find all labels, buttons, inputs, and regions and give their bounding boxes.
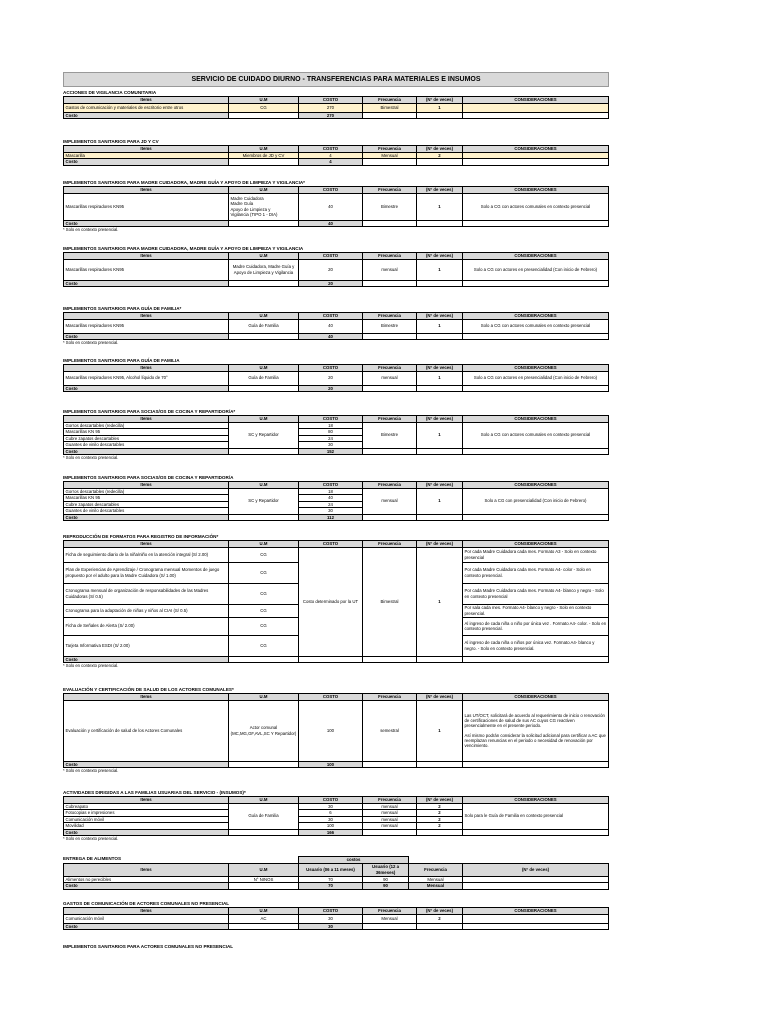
- table-row: Mascarillas respiradores KN95 Madre Cuidadora Madre Guía Apoyo de Limpieza y Vigilancia (TIPO 1 - DIA) 40 Bimestre 1 Solo a CG con actores comunales en contexto presencial: [64, 193, 609, 220]
- section-socias-cocina-presencial: [63, 408, 609, 461]
- table-row: Fotocopias e impresiones 6 mensual 2: [64, 810, 609, 817]
- total-row: Costo 20: [64, 385, 609, 392]
- section-madre-cuidadora-presencial: [63, 179, 609, 233]
- table-row: Alimentos no perecibles N° NINOS 70 90 Mensual: [64, 876, 609, 883]
- spreadsheet-page: [63, 72, 609, 949]
- section-title: IMPLEMENTOS SANITARIOS PARA GUÍA DE FAMILIA*: [63, 306, 182, 311]
- section-evaluacion-salud: [63, 686, 609, 774]
- table-row: Cubre zapatos descartables 24: [64, 435, 609, 442]
- total-row: Costo 270: [64, 112, 609, 119]
- section-title: IMPLEMENTOS SANITARIOS PARA MADRE CUIDADORA, MADRE GUÍA Y APOYO DE LIMPIEZA Y VIGILANCIA: [63, 246, 304, 251]
- section-entrega-alimentos: [63, 855, 609, 890]
- total-row: Costo 70 90 Mensual: [64, 883, 609, 890]
- section-title: REPRODUCCIÓN DE FORMATOS PARA REGISTRO DE INFORMACIÓN*: [63, 534, 219, 539]
- total-row: Costo 40: [64, 220, 609, 227]
- section-table: Items U.M COSTO Frecuencia (N° de veces) CONSIDERACIONES Mascarilla Miembros de JD y CV 4 Mensual 2 Costo 4: [63, 145, 609, 166]
- section-comunicacion-no-presencial: [63, 900, 609, 930]
- section-title: IMPLEMENTOS SANITARIOS PARA JD Y CV: [63, 139, 159, 144]
- footnote: * Solo en contexto presencial.: [63, 768, 119, 773]
- section-vigilancia: [63, 89, 609, 119]
- section-title: IMPLEMENTOS SANITARIOS PARA MADRE CUIDADORA, MADRE GUÍA Y APOYO DE LIMPIEZA Y VIGILANCIA*: [63, 180, 305, 185]
- table-row: Gorros descartables (redecilla) SC y Repartidor 18 mensual 1 Solo a CG con presencialidad (Con inicio de Febrero): [64, 488, 609, 495]
- section-table: Items U.M COSTO Frecuencia (N° de veces) CONSIDERACIONES Mascarillas respiradores KN95 Madre Cuidadora, Madre Guía y Apoyo de Limpieza y Vigilancia 20 mensual 1 Solo a CG con actores en presencialidad (Con inicio de Febrero) Costo 20: [63, 252, 609, 287]
- table-row: Ficha de seguimiento diario de la niña/niño en la atención integral (S/ 2.00) CG Costo determinado por la UT Bimestral 1 Por cada Madre Cuidadora cada mes. Formato A3 - Solo en contexto presencial: [64, 547, 609, 562]
- section-socias-cocina: [63, 474, 609, 521]
- total-row: Costo 152: [64, 448, 609, 455]
- header-cost: COSTO: [299, 97, 363, 104]
- section-title: EVALUACIÓN Y CERTIFICACIÓN DE SALUD DE LOS ACTORES COMUNALES*: [63, 687, 234, 692]
- section-title: IMPLEMENTOS SANITARIOS PARA ACTORES COMUNALES NO PRESENCIAL: [63, 944, 234, 949]
- header-times: (N° de veces): [417, 97, 463, 104]
- section-table: Items U.M COSTO Frecuencia (N° de veces) CONSIDERACIONES Ficha de seguimiento diario de la niña/niño en la atención integral (S/ 2.00) CG Costo determinado por la UT Bimestral 1 Por cada Madre Cuidadora cada mes. Formato A3 - Solo en contexto presencial Plan de Experiencias de Aprendizaje / Cronograma mensual Momentos de juego propuesto por el adulto para la Madre Cuidadora (S/ 1.00) CG Por cada Madre Cuidadora cada mes. Formato A4- color - Solo en contexto presencial. Cronograma mensual de organización de responsabilidades de las Madres Cuidadoras (S/ 0.5) CG Por cada Madre Cuidadora cada mes. Formato A4- blanco y negro - Solo en contexto presencial Cronograma para la adaptación de niñas y niños al CIAI (S/ 0.5) CG Por sala cada mes. Formato A4- blanco y negro - Solo en contexto presencial. Ficha de Señales de Alerta (S/ 2.00) CG Al ingreso de cada niña o niño por única vez . Formato A4- color. - Solo en contexto presencial. Tarjeta Informativa ESDI (S/ 2.00) CG Al ingreso de cada niña o niños por única vez. Formato A4- blanco y negro. - Solo en contexto presencial. Costo: [63, 540, 609, 663]
- section-table: Items U.M COSTO Frecuencia (N° de veces) CONSIDERACIONES Mascarillas respiradores KN95, Alcohol líquido de 70° Guía de Familia 20 mensual 1 Solo a CG con actores en presencialidad (Con inicio de Febrero) Costo 20: [63, 364, 609, 392]
- table-row: Comunicación móvil 30 mensual 2: [64, 816, 609, 823]
- footnote: * Solo en contexto presencial.: [63, 663, 119, 668]
- table-row: Guantes de vinilo descartables 30: [64, 442, 609, 449]
- section-title: IMPLEMENTOS SANITARIOS PARA GUÍA DE FAMILIA: [63, 358, 180, 363]
- header-item: Items: [64, 97, 229, 104]
- total-row: Costo 112: [64, 514, 609, 521]
- table-row: Gorros descartables (redecilla) SC y Repartidor 18 Bimestre 1 Solo a CG con actores comunales en contexto presencial: [64, 422, 609, 429]
- section-table: Items U.M COSTO Frecuencia (N° de veces) CONSIDERACIONES Gorros descartables (redecilla) SC y Repartidor 18 Bimestre 1 Solo a CG con actores comunales en contexto presencial Mascarillas KN 95 80 Cubre zapatos descartables 24 Guantes de vinilo descartables 30 Costo 152: [63, 415, 609, 455]
- page-title: SERVICIO DE CUIDADO DIURNO - TRANSFERENCIAS PARA MATERIALES E INSUMOS: [63, 72, 609, 87]
- table-row: Mascarillas respiradores KN95 Guía de Familia 40 Bimestre 1 Solo a CG con actores comunales en contexto presencial: [64, 319, 609, 333]
- total-row: Costo 40: [64, 333, 609, 340]
- section-table: Items U.M COSTO Frecuencia (N° de veces) CONSIDERACIONES Gorros descartables (redecilla) SC y Repartidor 18 mensual 1 Solo a CG con presencialidad (Con inicio de Febrero) Mascarillas KN 95 40 Cubre zapatos descartables 24 Guantes de vinilo descartables 30 Costo 112: [63, 481, 609, 521]
- section-implementos-no-presencial: [63, 943, 609, 950]
- table-row: Movilidad 100 mensual 2: [64, 823, 609, 830]
- section-table: Items U.M COSTO Frecuencia (N° de veces) CONSIDERACIONES Cubreapato Guía de Familia 30 mensual 2 Solo para le Guía de Familia en contexto presencial Fotocopias e impresiones 6 mensual 2 Comunicación móvil 30 mensual 2 Movilidad 100 mensual 2 Costo 166: [63, 796, 609, 836]
- footnote: * Solo en contexto presencial.: [63, 340, 119, 345]
- total-row: Costo 30: [64, 923, 609, 930]
- section-title: ACTIVIDADES DIRIGIDAS A LAS FAMILIAS USUARIAS DEL SERVICIO - (INSUMOS)*: [63, 790, 246, 795]
- section-table: [63, 96, 609, 119]
- header-um: U.M: [229, 97, 299, 104]
- table-row: Cubreapato Guía de Familia 30 mensual 2 Solo para le Guía de Familia en contexto presencial: [64, 803, 609, 810]
- table-row: Plan de Experiencias de Aprendizaje / Cronograma mensual Momentos de juego propuesto por el adulto para la Madre Cuidadora (S/ 1.00) CG Por cada Madre Cuidadora cada mes. Formato A4- color - Solo en contexto presencial.: [64, 562, 609, 583]
- section-title: IMPLEMENTOS SANITARIOS PARA SOCIAS/OS DE COCINA Y REPARTIDOR/A: [63, 475, 234, 480]
- section-madre-cuidadora: [63, 245, 609, 287]
- table-row: Gastos de comunicación y materiales de escritorio entre otros CG 270 Bimestral 1: [64, 103, 609, 112]
- table-row: Evaluación y certificación de salud de los Actores Comunales Actor comunal (MC,MG,GF,AVL,SC Y Repartidor) 100 semestral 1 Las UT/OCT, solicitará de acuerdo al requerimiento de inicio o renovación de certificaciones de salud de sus AC cuyos CG reactiven presencialmente en el presente periodo. Así mismo podrán considerar la solicitud adicional para certificar a AC que reemplazan renuncias en el periodo o necesidad de renovación por vencimiento.: [64, 700, 609, 761]
- table-row: Cronograma mensual de organización de responsabilidades de las Madres Cuidadoras (S/ 0.5) CG Por cada Madre Cuidadora cada mes. Formato A4- blanco y negro - Solo en contexto presencial: [64, 583, 609, 604]
- section-table: Items U.M COSTO Frecuencia (N° de veces) CONSIDERACIONES Mascarillas respiradores KN95 Madre Cuidadora Madre Guía Apoyo de Limpieza y Vigilancia (TIPO 1 - DIA) 40 Bimestre 1 Solo a CG con actores comunales en contexto presencial Costo 40: [63, 186, 609, 227]
- table-row: Tarjeta Informativa ESDI (S/ 2.00) CG Al ingreso de cada niña o niños por única vez. Formato A4- blanco y negro. - Solo en contexto presencial.: [64, 635, 609, 656]
- section-table: Items U.M COSTO Frecuencia (N° de veces) CONSIDERACIONES Evaluación y certificación de salud de los Actores Comunales Actor comunal (MC,MG,GF,AVL,SC Y Repartidor) 100 semestral 1 Las UT/OCT, solicitará de acuerdo al requerimiento de inicio o renovación de certificaciones de salud de sus AC cuyos CG reactiven presencialmente en el presente periodo. Así mismo podrán considerar la solicitud adicional para certificar a AC que reemplazan renuncias en el periodo o necesidad de renovación por vencimiento. Costo 100: [63, 693, 609, 768]
- total-row: Costo: [64, 656, 609, 663]
- table-row: Mascarillas respiradores KN95 Madre Cuidadora, Madre Guía y Apoyo de Limpieza y Vigilancia 20 mensual 1 Solo a CG con actores en presencialidad (Con inicio de Febrero): [64, 259, 609, 280]
- header-cons: CONSIDERACIONES: [463, 97, 609, 104]
- footnote: * Solo en contexto presencial.: [63, 836, 119, 841]
- table-row: Mascarillas KN 95 80: [64, 429, 609, 436]
- table-row: Cubre zapatos descartables 24: [64, 501, 609, 508]
- section-table: Items U.M COSTO Frecuencia (N° de veces) CONSIDERACIONES Mascarillas respiradores KN95 Guía de Familia 40 Bimestre 1 Solo a CG con actores comunales en contexto presencial Costo 40: [63, 312, 609, 340]
- footnote: * Solo en contexto presencial.: [63, 455, 119, 460]
- section-jd-cv: [63, 138, 609, 166]
- table-row: Mascarillas KN 95 40: [64, 495, 609, 502]
- total-row: Costo 4: [64, 159, 609, 166]
- table-row: Comunicación móvil AC 30 Mensual 2: [64, 914, 609, 923]
- total-row: Costo 20: [64, 280, 609, 287]
- table-row: Mascarillas respiradores KN95, Alcohol líquido de 70° Guía de Familia 20 mensual 1 Solo a CG con actores en presencialidad (Con inicio de Febrero): [64, 371, 609, 385]
- table-row: Cronograma para la adaptación de niñas y niños al CIAI (S/ 0.5) CG Por sala cada mes. Formato A4- blanco y negro - Solo en contexto presencial.: [64, 604, 609, 617]
- total-row: Costo 100: [64, 761, 609, 768]
- table-row: Guantes de vinilo descartables 30: [64, 508, 609, 515]
- section-table: Items U.M COSTO Frecuencia (N° de veces) CONSIDERACIONES Comunicación móvil AC 30 Mensual 2 Costo 30: [63, 907, 609, 930]
- section-title: IMPLEMENTOS SANITARIOS PARA SOCIAS/OS DE COCINA Y REPARTIDOR/A*: [63, 409, 236, 414]
- header-freq: Frecuencia: [363, 97, 417, 104]
- footnote: * Solo en contexto presencial.: [63, 227, 119, 232]
- total-row: Costo 166: [64, 829, 609, 836]
- header-costos: costos: [299, 857, 409, 864]
- section-guia-familia-presencial: [63, 305, 609, 346]
- section-actividades-familias: [63, 789, 609, 842]
- section-title: GASTOS DE COMUNICACIÓN DE ACTORES COMUNALES NO PRESENCIAL: [63, 901, 230, 906]
- table-row: Ficha de Señales de Alerta (S/ 2.00) CG Al ingreso de cada niña o niño por única vez . Formato A4- color. - Solo en contexto presencial.: [64, 617, 609, 635]
- section-guia-familia: [63, 357, 609, 392]
- section-table: costos Items U.M Usuario (06 a 11 meses) Usuario (12 a 36meses) Frecuencia (N° de veces) Alimentos no perecibles N° NINOS 70 90 Mensual Costo 70 90 Mensual: [63, 856, 609, 890]
- section-title: ENTREGA DE ALIMENTOS: [63, 856, 122, 861]
- section-formatos: [63, 533, 609, 669]
- section-title: ACCIONES DE VIGILANCIA COMUNITARIA: [63, 90, 157, 95]
- table-row: Mascarilla Miembros de JD y CV 4 Mensual 2: [64, 152, 609, 159]
